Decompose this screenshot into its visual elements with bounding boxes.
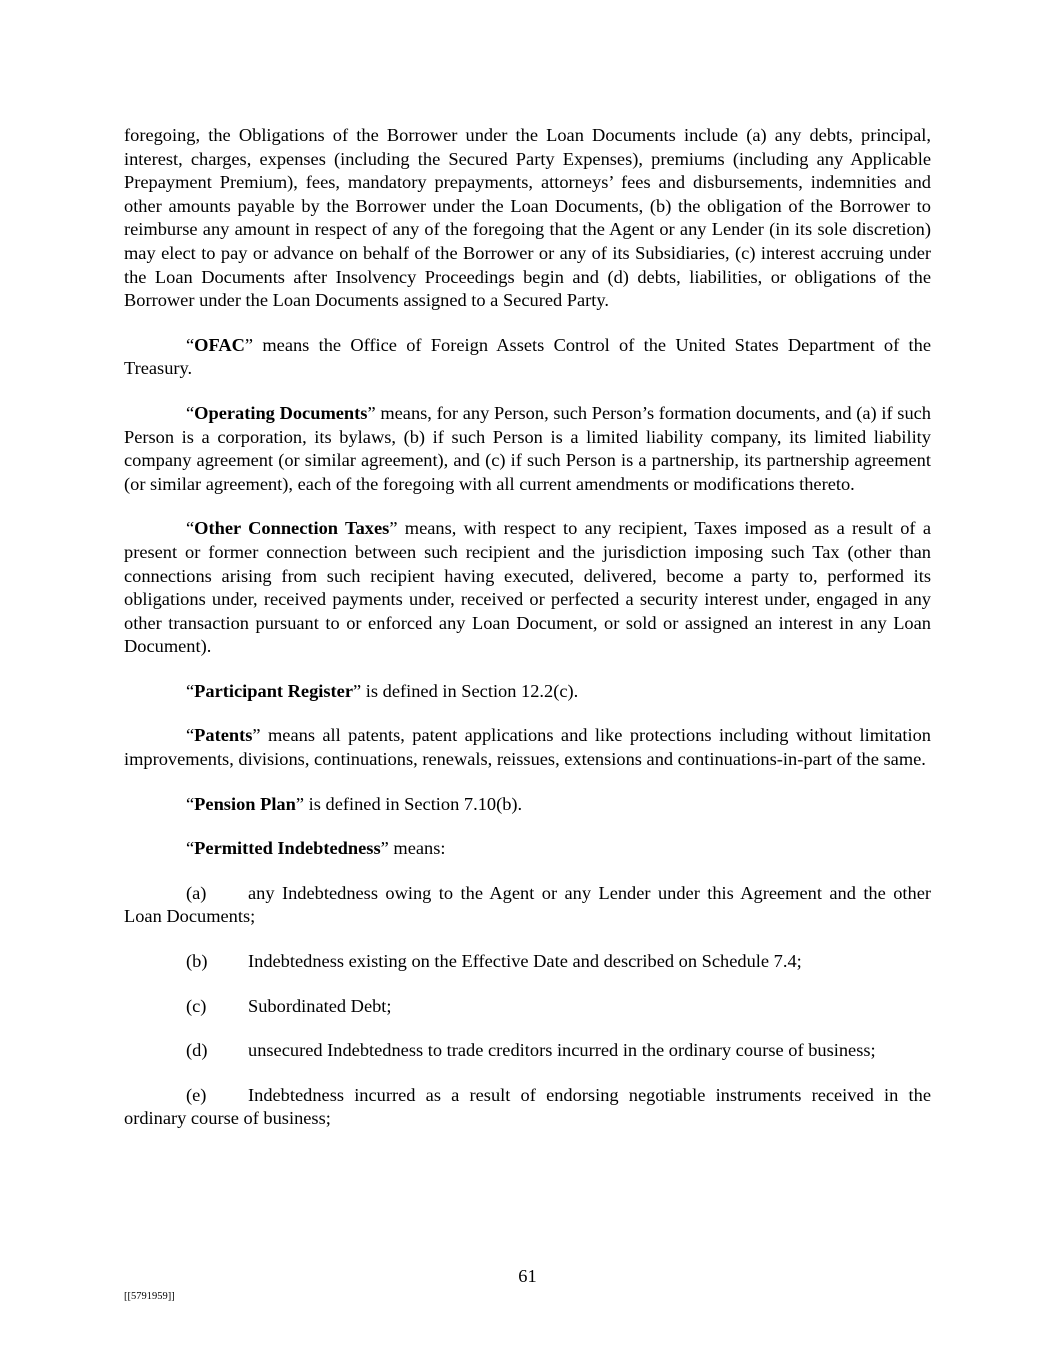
list-item-c <box>124 995 931 1019</box>
close-quote: ” <box>367 402 376 423</box>
close-quote: ” <box>244 334 254 355</box>
definition-patents <box>124 724 931 771</box>
definition-pension-plan <box>124 793 931 817</box>
list-item-text: Indebtedness existing on the Effective Date and described on Schedule 7.4; <box>248 951 802 972</box>
page-number: 61 <box>518 1266 537 1286</box>
open-quote: “ <box>186 334 195 355</box>
document-id: [[5791959]] <box>124 1291 175 1302</box>
definition-permitted-indebtedness <box>124 837 931 861</box>
definition-participant-register <box>124 680 931 704</box>
list-item-text: any Indebtedness owing to the Agent or any Lender under this Agreement and the other Loan Documents; <box>124 882 931 927</box>
defined-term: Pension Plan <box>194 793 296 814</box>
list-item-text: Indebtedness incurred as a result of endorsing negotiable instruments received in the ordinary course of business; <box>124 1084 931 1129</box>
close-quote: ” <box>295 793 305 814</box>
defined-term: OFAC <box>194 334 245 355</box>
defined-term: Operating Documents <box>194 402 368 423</box>
open-quote: “ <box>186 793 195 814</box>
defined-term: Other Connection Taxes <box>194 518 390 539</box>
definition-text: is defined in Section 7.10(b). <box>304 793 523 814</box>
list-item-b <box>124 950 931 974</box>
list-item-label: (b) <box>186 951 208 972</box>
definition-other-connection-taxes <box>124 517 931 659</box>
list-item-a <box>124 882 931 929</box>
list-item-label: (c) <box>186 995 207 1016</box>
definition-text: is defined in Section 12.2(c). <box>361 680 579 701</box>
document-body <box>124 124 931 1152</box>
definition-ofac <box>124 334 931 381</box>
close-quote: ” <box>389 518 398 539</box>
list-item-e <box>124 1084 931 1131</box>
definition-text: means, with respect to any recipient, Taxes imposed as a result of a present or former connection between such recipient and the jurisdiction imposing such Tax (other than connections arising from such recipient having executed, delivered, become a party to, performed its obligations under, received payments under, received or perfected a security interest under, engaged in any other transaction pursuant to or enforced any Loan Document, or sold or assigned an interest in any Loan Document). <box>124 518 932 657</box>
list-item-d <box>124 1039 931 1063</box>
open-quote: “ <box>186 402 195 423</box>
close-quote: ” <box>380 838 389 859</box>
definition-text: means all patents, patent applications and like protections including without limitation improvements, divisions, continuations, renewals, reissues, extensions and continuations-in-part of the same. <box>124 725 931 770</box>
open-quote: “ <box>186 838 195 859</box>
close-quote: ” <box>353 680 362 701</box>
defined-term: Permitted Indebtedness <box>194 838 381 859</box>
list-item-text: unsecured Indebtedness to trade creditors incurred in the ordinary course of business; <box>248 1040 876 1061</box>
definition-operating-documents <box>124 402 931 496</box>
definition-text: means, for any Person, such Person’s formation documents, and (a) if such Person is a corporation, its bylaws, (b) if such Person is a limited liability company, its limited liability company agreement (or similar agreement), and (c) if such Person is a partnership, its partnership agreement (or similar agreement), each of the foregoing with all current amendments or modifications thereto. <box>124 402 932 494</box>
defined-term: Patents <box>194 725 253 746</box>
list-item-label: (e) <box>186 1084 207 1105</box>
open-quote: “ <box>186 725 195 746</box>
definition-text: means the Office of Foreign Assets Control of the United States Department of the Treasury. <box>124 334 931 379</box>
close-quote: ” <box>252 725 261 746</box>
list-item-text: Subordinated Debt; <box>248 995 392 1016</box>
definition-text: means: <box>388 838 446 859</box>
list-item-label: (d) <box>186 1040 208 1061</box>
open-quote: “ <box>186 518 195 539</box>
open-quote: “ <box>186 680 195 701</box>
continuation-paragraph: foregoing, the Obligations of the Borrower under the Loan Documents include (a) any debts, principal, interest, charges, expenses (including the Secured Party Expenses), premiums (including any Applicable Prepayment Premium), fees, mandatory prepayments, attorneys’ fees and disbursements, indemnities and other amounts payable by the Borrower under the Loan Documents, (b) the obligation of the Borrower to reimburse any amount in respect of any of the foregoing that the Agent or any Lender (in its sole discretion) may elect to pay or advance on behalf of the Borrower or any of its Subsidiaries, (c) interest accruing under the Loan Documents after Insolvency Proceedings begin and (d) debts, liabilities, or obligations of the Borrower under the Loan Documents assigned to a Secured Party. <box>124 125 931 311</box>
defined-term: Participant Register <box>194 680 353 701</box>
list-item-label: (a) <box>186 882 207 903</box>
